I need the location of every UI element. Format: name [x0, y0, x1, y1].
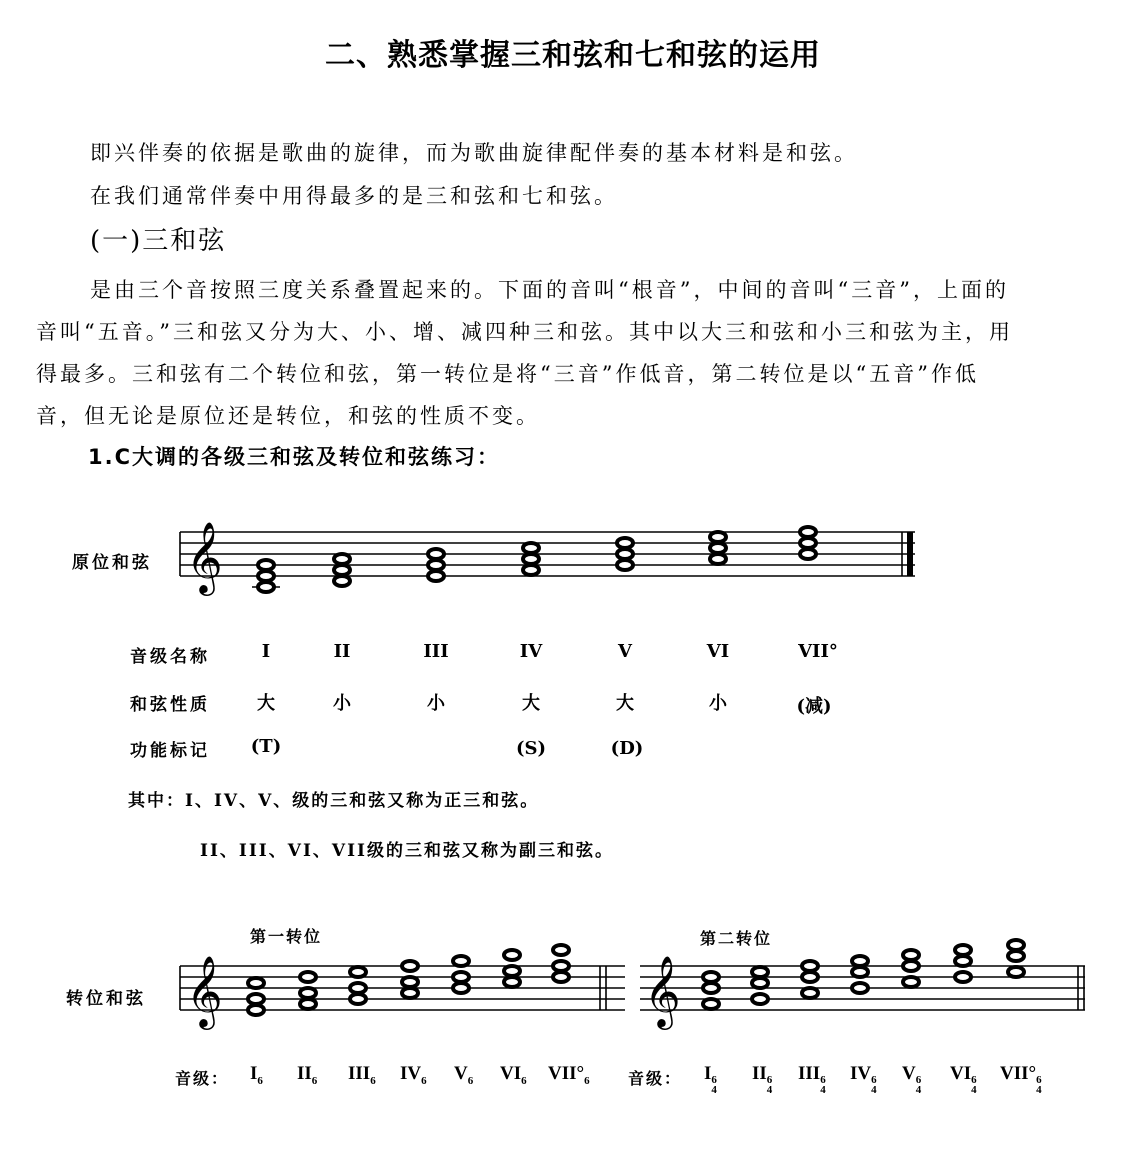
- second-inversion-title: 第二转位: [700, 929, 773, 948]
- treble-clef-icon: 𝄞: [644, 954, 681, 1027]
- root-position-label: 原位和弦: [72, 553, 152, 573]
- intro-line-1: 即兴伴奏的依据是歌曲的旋律，而为歌曲旋律配伴奏的基本材料是和弦。: [90, 141, 858, 165]
- quality-cell: 大: [522, 693, 540, 714]
- degree-cell: II: [333, 641, 351, 662]
- note-line-1: 其中：I、IV、V、级的三和弦又称为正三和弦。: [128, 791, 540, 811]
- degree-cell: III: [423, 641, 449, 662]
- note-line-2: II、III、VI、VII级的三和弦又称为副三和弦。: [200, 841, 614, 861]
- treble-clef-icon: 𝄞: [186, 954, 223, 1027]
- quality-cell: 大: [257, 693, 275, 714]
- quality-cell: 大: [616, 693, 634, 714]
- exercise-heading: 1.C大调的各级三和弦及转位和弦练习：: [88, 445, 500, 469]
- first-inversion-chords: [248, 945, 569, 1015]
- second-inversion-figure: III6 4: [798, 1063, 826, 1096]
- quality-cell: 小: [709, 693, 727, 714]
- first-degree-label: 音级：: [175, 1069, 230, 1088]
- function-cell: (D): [610, 738, 644, 759]
- body-line-2: 音叫“五音。”三和弦又分为大、小、增、减四种三和弦。其中以大三和弦和小三和弦为主，用: [36, 320, 1013, 344]
- inversion-label: 转位和弦: [66, 989, 146, 1009]
- first-inversion-figure: $IV_6$: [400, 1063, 427, 1087]
- quality-row-label: 和弦性质: [130, 695, 210, 715]
- second-inversion-figure: VI6 4: [950, 1063, 977, 1096]
- first-inversion-figure: $II_6$: [297, 1063, 318, 1087]
- second-inversion-figure: V6 4: [902, 1063, 922, 1096]
- intro-line-2: 在我们通常伴奏中用得最多的是三和弦和七和弦。: [90, 184, 618, 208]
- page-title: 二、熟悉掌握三和弦和七和弦的运用: [325, 38, 821, 73]
- first-inversion-figure: $VII^\circ_6$: [548, 1063, 590, 1087]
- section-heading: (一)三和弦: [90, 226, 227, 256]
- degree-cell: VI: [706, 641, 730, 662]
- first-inversion-title: 第一转位: [250, 927, 323, 946]
- second-inversion-figure: VII°6 4: [1000, 1063, 1042, 1096]
- treble-clef-icon: 𝄞: [186, 520, 223, 593]
- first-inversion-figure: $III_6$: [348, 1063, 376, 1087]
- body-line-4: 音，但无论是原位还是转位，和弦的性质不变。: [36, 404, 540, 428]
- degree-cell: I: [261, 641, 271, 662]
- body-line-1: 是由三个音按照三度关系叠置起来的。下面的音叫“根音”，中间的音叫“三音”，上面的: [90, 278, 1009, 302]
- function-cell: (T): [250, 736, 282, 757]
- second-inversion-figure: IV6 4: [850, 1063, 877, 1096]
- quality-cell: 小: [427, 693, 445, 714]
- quality-cell: (减): [796, 696, 832, 717]
- first-inversion-figure: $V_6$: [454, 1063, 474, 1087]
- second-degree-label: 音级：: [628, 1069, 683, 1088]
- degree-cell: V: [618, 641, 632, 662]
- quality-cell: 小: [333, 693, 351, 714]
- degree-cell: IV: [519, 641, 543, 662]
- degree-row-label: 音级名称: [130, 647, 210, 667]
- second-inversion-figure: I6 4: [704, 1063, 717, 1096]
- first-inversion-figure: $I_6$: [250, 1063, 263, 1087]
- function-cell: (S): [515, 738, 547, 759]
- first-inversion-figure: $VI_6$: [500, 1063, 527, 1087]
- degree-cell: VII°: [798, 641, 838, 662]
- root-chords: [252, 527, 816, 592]
- second-inversion-figure: II6 4: [752, 1063, 773, 1096]
- function-row-label: 功能标记: [130, 741, 210, 761]
- body-line-3: 得最多。三和弦有二个转位和弦，第一转位是将“三音”作低音，第二转位是以“五音”作低: [36, 362, 979, 386]
